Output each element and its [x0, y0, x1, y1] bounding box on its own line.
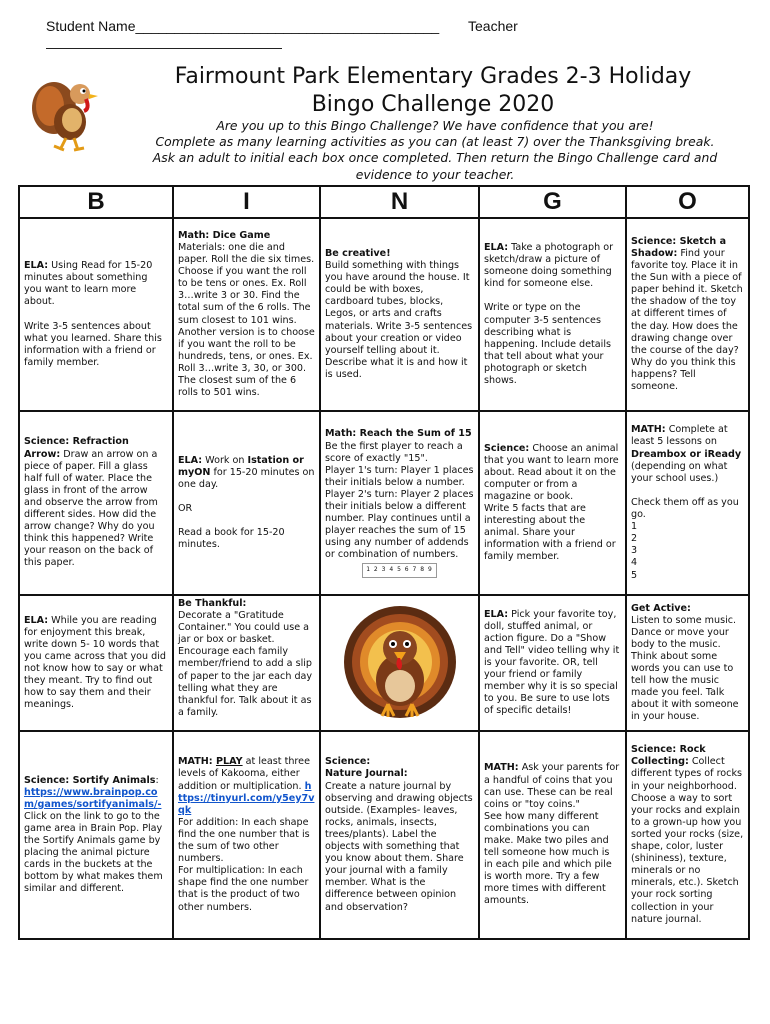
cell-label: Science:	[484, 442, 530, 454]
bingo-card	[18, 185, 750, 940]
letter-g: G	[479, 186, 626, 218]
bingo-cell	[173, 595, 320, 731]
bingo-cell	[479, 595, 626, 731]
free-space-turkey-cell	[320, 595, 479, 731]
bingo-cell	[19, 411, 173, 595]
bingo-cell	[320, 218, 479, 411]
cell-body: Decorate a "Gratitude Container." You could use a jar or box or basket. Encourage each family member/friend to add a slip of paper to the jar each day telling what they are thankful for. Talk about it as a family.	[178, 610, 313, 718]
bingo-cell	[626, 731, 749, 939]
teacher-underline	[46, 48, 282, 49]
bingo-cell	[626, 218, 749, 411]
cell-label: MATH:	[631, 424, 666, 436]
cell-label: ELA:	[24, 260, 49, 272]
cell-label: ELA:	[484, 241, 509, 253]
bingo-row-3	[19, 595, 749, 731]
cell-body: at least three levels of Kakooma, either addition or multiplication.	[178, 756, 310, 792]
letter-n: N	[320, 186, 479, 218]
cell-label: MATH:	[484, 762, 519, 774]
cell-label: Science: Rock Collecting:	[631, 744, 706, 768]
cell-body: Create a nature journal by observing and drawing objects outside. (Examples- leaves, rocks, animals, insects, trees/plants). Label the objects with something that you know about them. Share your journal with a family member. What is the difference between opinion and observation?	[325, 780, 473, 913]
cell-body: Materials: one die and paper. Roll the die six times. Choose if you want the roll to be tens or ones. Ex. Roll 3…write 3 or 30. Find the total sum of the 6 rolls. The sum closest to 101 wins. Another version is to choose if you want the roll to be hundreds, tens, or ones. Ex. Roll 3…write 3, 30, or 300. The closest sum of the 6 rolls to 501 wins.	[178, 241, 315, 399]
cell-label: MATH:	[178, 756, 216, 768]
page-title	[118, 63, 748, 119]
bingo-letter-row	[19, 186, 749, 218]
turkey-clipart-icon	[26, 72, 106, 154]
bingo-cell	[19, 595, 173, 731]
cell-label: Be creative!	[325, 247, 391, 259]
cell-body: :	[155, 774, 159, 786]
turkey-icon	[332, 602, 468, 720]
cell-label-2: Dreambox or iReady	[631, 448, 742, 460]
cell-label: ELA:	[484, 608, 509, 620]
intro-text: Are you up to this Bingo Challenge? We have confidence that you are! Complete as many learning activities as you can (at least 7) over the Thanksgiving break. Ask an adult to initial each box once completed. Then return the Bingo Challenge card and evidence to your teacher.	[152, 118, 718, 182]
cell-label: ELA:	[24, 614, 49, 626]
kakooma-link[interactable]: https://tinyurl.com/y5ey7vqk	[178, 780, 315, 816]
title-line-2: Bingo Challenge 2020	[311, 92, 555, 117]
cell-body: Ask your parents for a handful of coins that you can use. These can be real coins or "toy coins." See how many different combinations you can make. Make two piles and tell someone how much is in each pile and which pile is worth more. Try a few more times with different amounts.	[484, 762, 620, 907]
cell-label: Science: Sortify Animals	[24, 774, 156, 786]
cell-body: While you are reading for enjoyment this break, write down 5- 10 words that you came across that you did not know how to say or what they meant. Try to find out how to say them and their meanings.	[24, 614, 166, 711]
cell-body-2: for 15-20 minutes on one day. OR Read a book for 15-20 minutes.	[178, 466, 315, 551]
letter-o: O	[626, 186, 749, 218]
bingo-row-4	[19, 731, 749, 939]
cell-label-2: Istation or myON	[178, 454, 304, 478]
student-name-field: Student Name_______________________________________	[46, 18, 440, 34]
brainpop-link[interactable]: https://www.brainpop.com/games/sortifyanimals/-	[24, 786, 162, 810]
cell-label: Science: Refraction Arrow:	[24, 436, 129, 460]
letter-b: B	[19, 186, 173, 218]
cell-body: Build something with things you have around the house. It could be with boxes, cardboard tubes, blocks, Legos, or arts and crafts materials. Write 3-5 sentences about your creation or video yourself telling about it. Describe what it is and how it is used.	[325, 260, 473, 380]
cell-label: ELA:	[178, 454, 203, 466]
cell-label: Science: Sketch a Shadow:	[631, 235, 727, 259]
cell-body-2: For addition: In each shape find the one number that is the sum of two other numbers. For multiplication: In each shape find the one number that is the product of two other numbers.	[178, 816, 310, 913]
cell-body: Using Read for 15-20 minutes about something you want to learn more about. Write 3-5 sentences about what you learned. Share this information with a friend or family member.	[24, 260, 162, 368]
cell-body: Be the first player to reach a score of exactly "15". Player 1's turn: Player 1 places their initials below a number. Player 2's turn: Player 2 places their initials below a different number. Play continues until a player reaches the sum of 15 using any number of addends or combination of numbers.	[325, 440, 474, 561]
bingo-cell	[626, 411, 749, 595]
bingo-cell	[479, 411, 626, 595]
letter-i: I	[173, 186, 320, 218]
cell-label: Science: Nature Journal:	[325, 756, 408, 780]
bingo-cell	[173, 411, 320, 595]
cell-body: Pick your favorite toy, doll, stuffed animal, or action figure. Do a "Show and Tell" video telling why it is your favorite. OR, tell your friend or family member why it is so special to you. Be sure to use lots of specific details!	[484, 608, 620, 717]
bingo-cell	[173, 218, 320, 411]
title-line-1: Fairmount Park Elementary Grades 2-3 Holiday	[174, 64, 692, 89]
bingo-cell	[173, 731, 320, 939]
cell-body-2: Click on the link to go to the game area in Brain Pop. Play the Sortify Animals game by placing the animal picture cards in the buckets at the bottom by what makes them similar and different.	[24, 810, 163, 895]
cell-body: Choose an animal that you want to learn more about. Read about it on the computer or from a magazine or book. Write 5 facts that are interesting about the animal. Share your information with a friend or family member.	[484, 442, 619, 563]
teacher-field: Teacher	[468, 18, 518, 34]
cell-body: Complete at least 5 lessons on	[631, 424, 728, 448]
cell-label-underlined: PLAY	[215, 756, 243, 768]
bingo-cell	[479, 218, 626, 411]
cell-label: Math: Dice Game	[178, 229, 271, 241]
cell-body: Work on	[202, 454, 248, 466]
bingo-cell	[320, 411, 479, 595]
bingo-cell	[479, 731, 626, 939]
bingo-row-2	[19, 411, 749, 595]
number-strip: 1 2 3 4 5 6 7 8 9	[362, 563, 437, 577]
cell-body: Draw an arrow on a piece of paper. Fill a glass half full of water. Place the glass in front of the arrow and observe the arrow from different sides. How did the arrow change? Why do you think this happened? Write your reason on the back of this paper.	[24, 448, 158, 569]
cell-label: Math: Reach the Sum of 15	[325, 428, 472, 440]
bingo-row-1	[19, 218, 749, 411]
cell-label: Be Thankful:	[178, 598, 247, 609]
cell-body: Find your favorite toy. Place it in the Sun with a piece of paper behind it. Sketch the shadow of the toy at different times of the day. How does the drawing change over the course of the day? Why do you think this happens? Tell someone.	[631, 247, 743, 393]
cell-body: Listen to some music. Dance or move your body to the music. Think about some words you can use to tell how the music made you feel. Talk about it with someone in your house.	[631, 614, 739, 723]
cell-body-2: (depending on what your school uses.) Check them off as you go. 1 2 3 4 5	[631, 460, 739, 581]
bingo-cell	[626, 595, 749, 731]
cell-body: Take a photograph or sketch/draw a picture of someone doing something kind for someone else. Write or type on the computer 3-5 sentences describing what is happening. Include details that tell about what your photograph or sketch shows.	[484, 241, 614, 386]
cell-label: Get Active:	[631, 602, 691, 614]
bingo-cell	[320, 731, 479, 939]
bingo-cell	[19, 731, 173, 939]
cell-body: Collect different types of rocks in your neighborhood. Choose a way to sort your rocks and explain to a grown-up how you sorted your rocks (size, shape, color, luster (shininess), texture, minerals or no minerals, etc.). Sketch your rock sorting collection in your nature journal.	[631, 756, 744, 925]
bingo-cell	[19, 218, 173, 411]
